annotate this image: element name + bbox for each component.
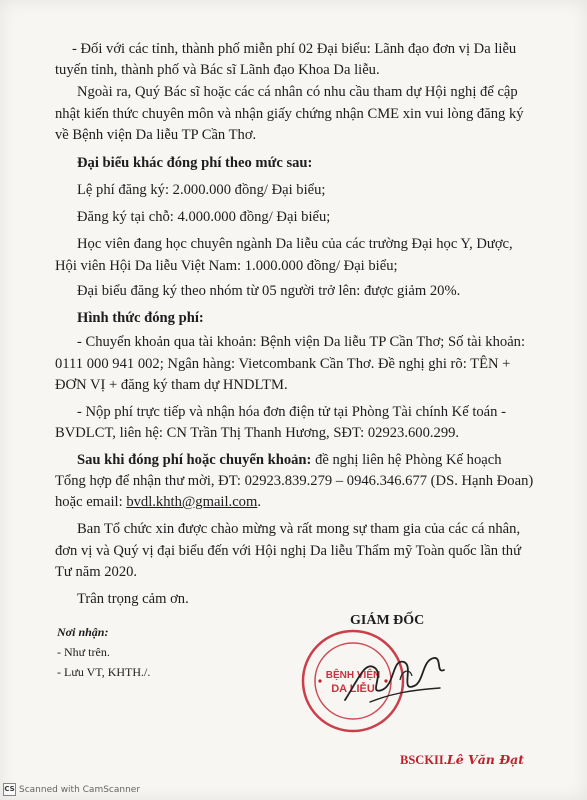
text-line: Trân trọng cảm ơn. (77, 591, 189, 607)
svg-text:DA LIỄU: DA LIỄU (331, 683, 375, 695)
text-line: - Nộp phí trực tiếp và nhận hóa đơn điện tử tại Phòng Tài chính Kế toán - (77, 404, 506, 420)
text-line: tuyến tỉnh, thành phố và Bác sĩ Lãnh đạo Khoa Da liễu. (55, 62, 380, 78)
text-line: đơn vị và Quý vị đại biểu đến với Hội nghị Da liễu Thẩm mỹ Toàn quốc lần thứ (55, 543, 522, 559)
text-line: Tổng hợp để nhận thư mời, ĐT: 02923.839.279 – 0946.346.677 (DS. Hạnh Đoan) (55, 473, 534, 489)
section-heading: Đại biểu khác đóng phí theo mức sau: (77, 155, 313, 171)
recipient-item: - Như trên. (57, 645, 110, 659)
text-line: Học viên đang học chuyên ngành Da liễu của các trường Đại học Y, Dược, (77, 236, 513, 252)
text-line: - Chuyển khoản qua tài khoản: Bệnh viện Da liễu TP Cần Thơ; Số tài khoản: (77, 334, 526, 350)
signer-name (400, 752, 524, 768)
email-prefix: hoặc email: (55, 494, 127, 510)
text-line: Đại biểu đăng ký theo nhóm từ 05 người trở lên: được giảm 20%. (77, 283, 461, 299)
signer-role: GIÁM ĐỐC (350, 613, 425, 628)
svg-text:BỆNH VIỆN: BỆNH VIỆN (325, 670, 381, 681)
text-line: Tư năm 2020. (55, 564, 138, 580)
text-line: ĐƠN VỊ + đăng ký tham dự HNDLTM. (55, 377, 288, 393)
signature-icon (340, 640, 450, 715)
text-line: Hội viên Hội Da liễu Việt Nam: 1.000.000 đồng/ Đại biểu; (55, 258, 398, 274)
section-heading: Hình thức đóng phí: (77, 310, 204, 326)
text-line (77, 451, 502, 469)
text-line: BVDLCT, liên hệ: CN Trần Thị Thanh Hương, SĐT: 02923.600.299. (55, 425, 460, 441)
email-link[interactable]: bvdl.khth@gmail.com (126, 494, 258, 510)
signer-title: BSCKII. (400, 753, 447, 767)
contact-heading: Sau khi đóng phí hoặc chuyển khoản: (77, 452, 312, 468)
text-line: về Bệnh viện Da liễu TP Cần Thơ. (55, 127, 257, 143)
signer-fullname: Lê Văn Đạt (446, 752, 525, 767)
text-line: Ban Tổ chức xin được chào mừng và rất mong sự tham gia của các cá nhân, (77, 521, 521, 537)
text-line: 0111 000 941 002; Ngân hàng: Vietcombank Cần Thơ. Đề nghị ghi rõ: TÊN + (55, 356, 511, 372)
recipient-item: - Lưu VT, KHTH./. (57, 665, 151, 679)
text-line (55, 493, 261, 511)
email-suffix: . (257, 494, 261, 510)
scanner-watermark (3, 783, 140, 796)
text-line: Lệ phí đăng ký: 2.000.000 đồng/ Đại biểu; (77, 182, 326, 198)
text-line: Ngoài ra, Quý Bác sĩ hoặc các cá nhân có nhu cầu tham dự Hội nghị để cập (77, 84, 518, 100)
scanner-text: Scanned with CamScanner (19, 784, 141, 795)
camscanner-logo-icon: CS (3, 783, 16, 796)
text-line: nhật kiến thức chuyên môn và nhận giấy chứng nhận CME xin vui lòng đăng ký (55, 106, 524, 122)
text-line: - Đối với các tỉnh, thành phố miễn phí 02 Đại biểu: Lãnh đạo đơn vị Da liễu (72, 41, 517, 57)
recipients-title: Nơi nhận: (57, 625, 109, 639)
text-line: Đăng ký tại chỗ: 4.000.000 đồng/ Đại biểu; (77, 209, 331, 225)
contact-text: đề nghị liên hệ Phòng Kế hoạch (311, 452, 502, 468)
